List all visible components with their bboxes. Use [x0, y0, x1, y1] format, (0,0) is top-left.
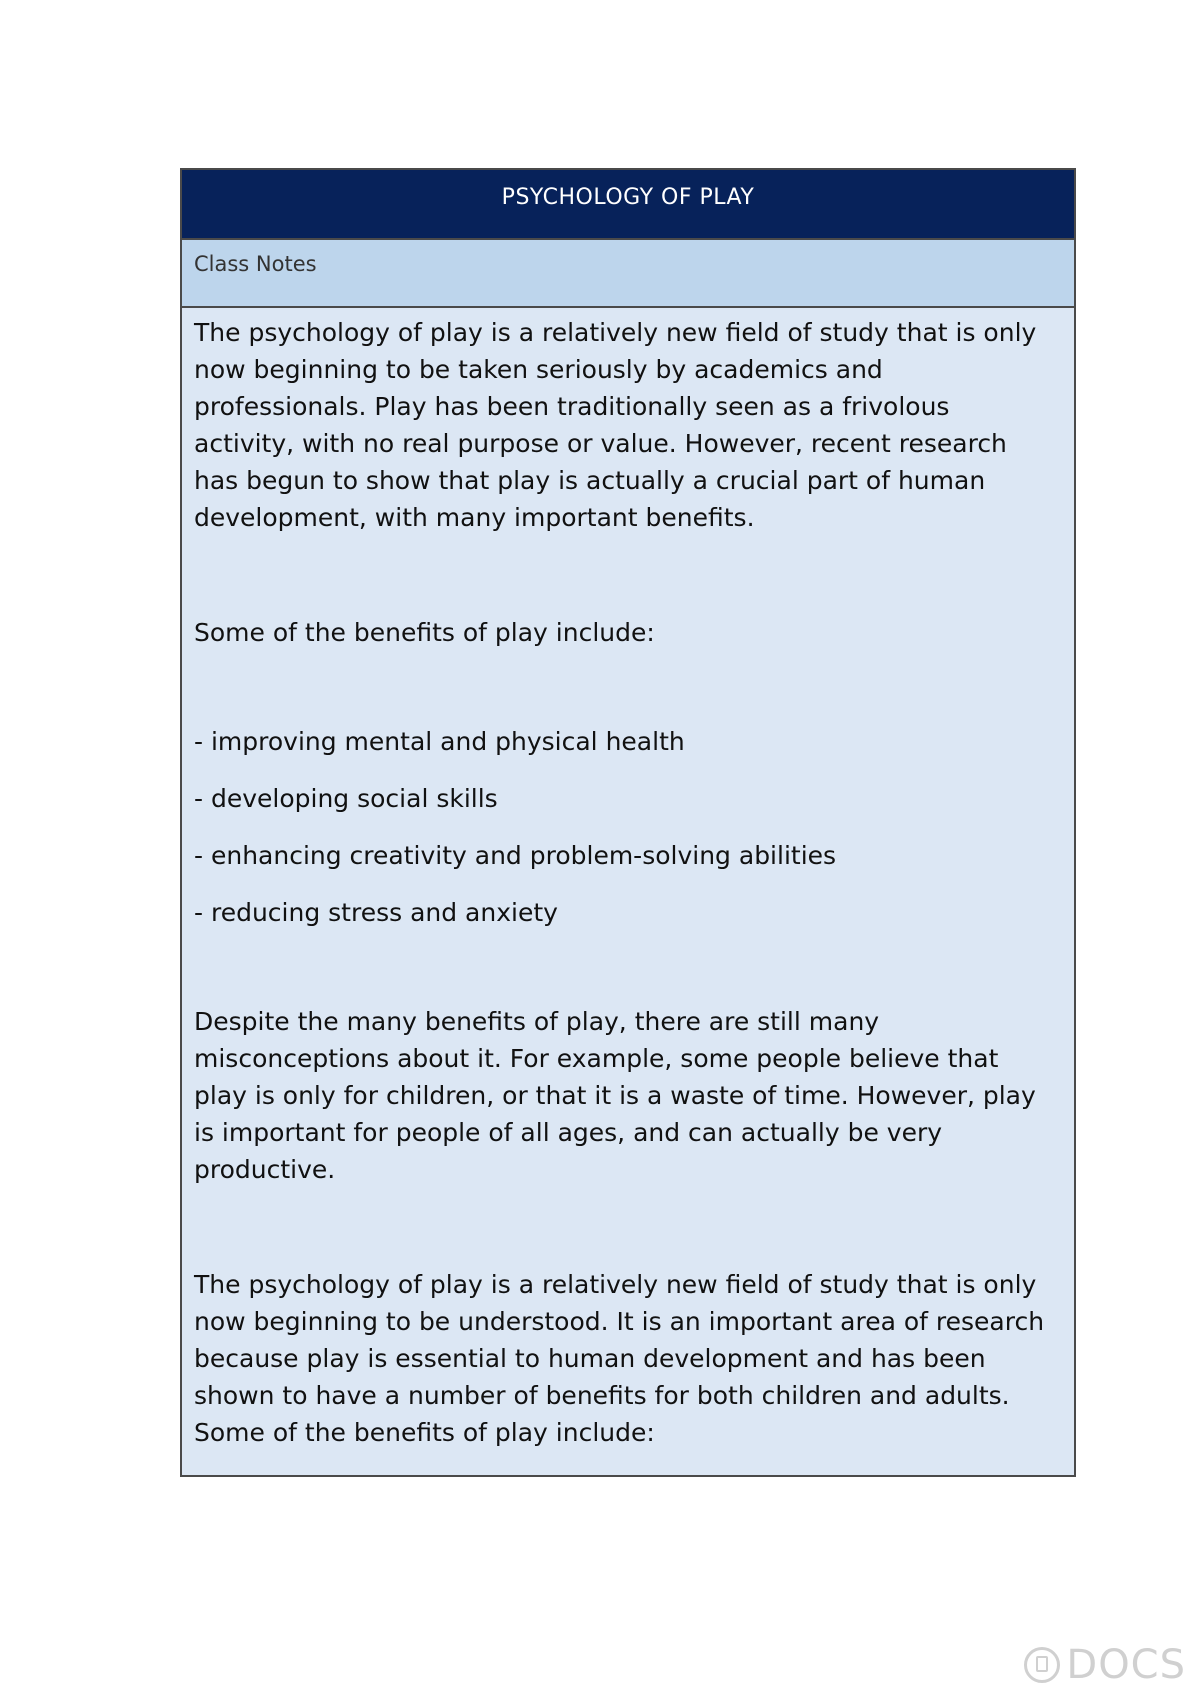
benefits-list [194, 723, 1054, 931]
notes-content [182, 308, 1074, 1475]
paragraph-misconceptions: Despite the many benefits of play, there are still many misconceptions about it. For example, some people believe that play is only for children, or that it is a waste of time. However, play is important for people of all ages, and can actually be very productive. [194, 1007, 1036, 1184]
watermark-text: DOCS [1066, 1642, 1186, 1688]
document-subtitle: Class Notes [182, 240, 1074, 308]
docs-logo-icon [1024, 1647, 1060, 1683]
docs-watermark [1024, 1642, 1186, 1688]
benefits-intro-repeat: Some of the benefits of play include: [194, 1418, 655, 1447]
paragraph-intro: The psychology of play is a relatively new field of study that is only now beginning to be taken seriously by academics and professionals. Play has been traditionally seen as a frivolous activity, with no real purpose or value. However, recent research has begun to show that play is actually a crucial part of human development, with many important benefits. [194, 318, 1037, 532]
benefits-intro: Some of the benefits of play include: [194, 618, 655, 647]
document-title: PSYCHOLOGY OF PLAY [182, 170, 1074, 240]
list-item: - enhancing creativity and problem-solving abilities [194, 841, 837, 870]
paragraph-research: The psychology of play is a relatively new field of study that is only now beginning to be understood. It is an important area of research because play is essential to human development and has been shown to have a number of benefits for both children and adults. [194, 1270, 1045, 1410]
class-notes-box [180, 168, 1076, 1477]
list-item: - improving mental and physical health [194, 727, 685, 756]
list-item: - reducing stress and anxiety [194, 898, 558, 927]
list-item: - developing social skills [194, 784, 498, 813]
